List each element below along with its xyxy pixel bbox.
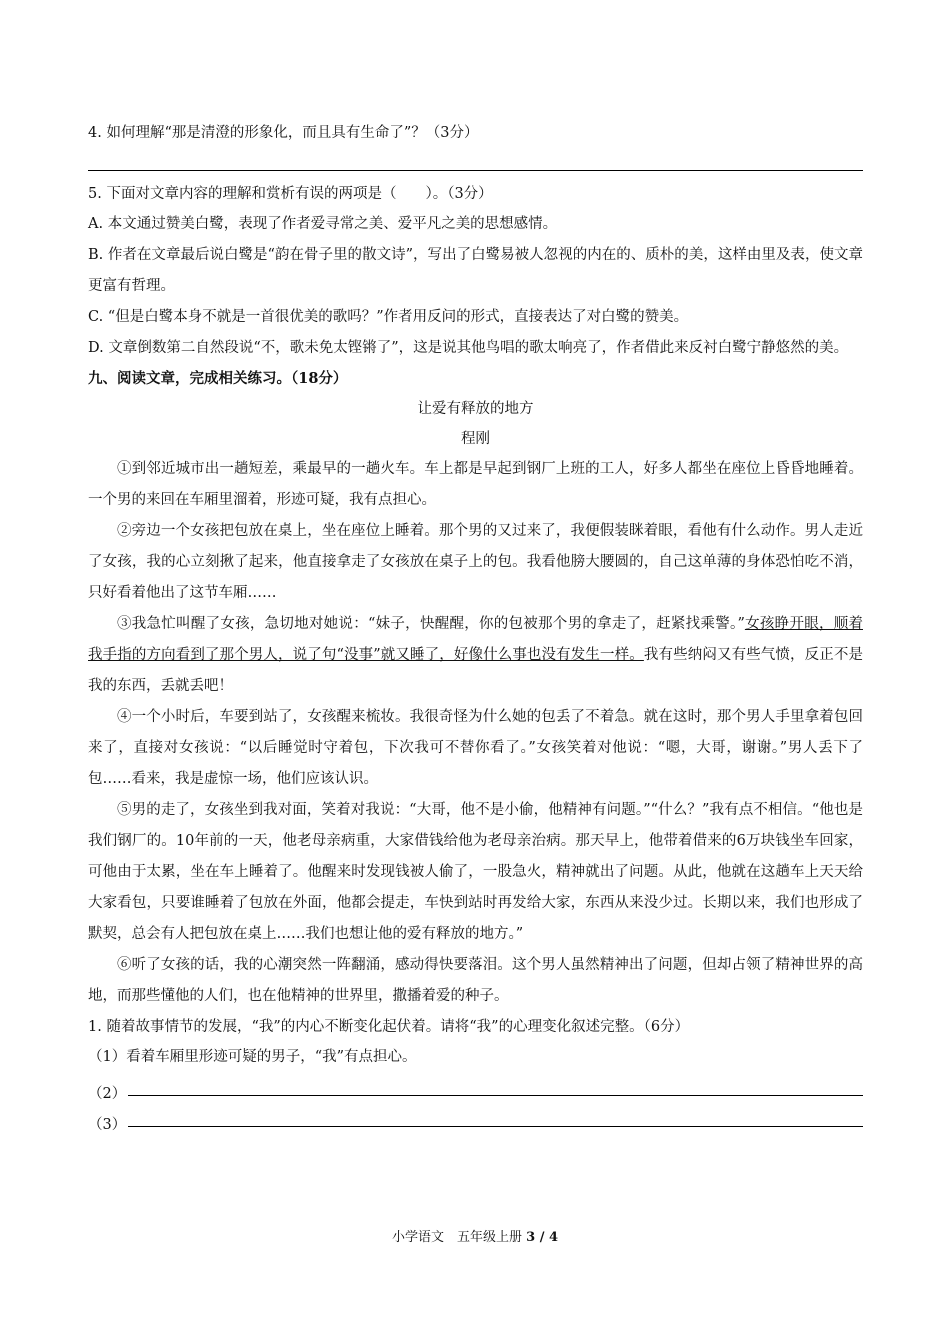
question-5-stem: 5. 下面对文章内容的理解和赏析有误的两项是（ ）。（3分） <box>88 186 493 202</box>
answer-line <box>128 1126 863 1127</box>
question-1: 1. 随着故事情节的发展，“我”的内心不断变化起伏着。请将“我”的心理变化叙述完整。（6分） <box>88 1019 690 1035</box>
paragraph-2: ②旁边一个女孩把包放在桌上，坐在座位上睡着。那个男的又过来了，我便假装眯着眼，看他有什么动作。男人走近了女孩，我的心立刻揪了起来，他直接拿走了女孩放在桌子上的包。我看他膀大腰圆的，自己这单薄的身体恐怕吃不消，只好看着他出了这节车厢…… <box>88 523 863 601</box>
q1-item-2-label: （2） <box>88 1086 127 1102</box>
paragraph-5: ⑤男的走了，女孩坐到我对面，笑着对我说：“大哥，他不是小偷，他精神有问题。”“什么？”我有点不相信。“他也是我们钢厂的。10年前的一天，他老母亲病重，大家借钱给他为老母亲治病。那天早上，他带着借来的6万块钱坐车回家，可他由于太累，坐在车上睡着了。他醒来时发现钱被人偷了，一股急火，精神就出了问题。从此，他就在这趟车上天天给大家看包，只要谁睡着了包放在外面，他都会提走，车快到站时再发给大家，东西从来没少过。长期以来，我们也形成了默契，总会有人把包放在桌上……我们也想让他的爱有释放的地方。” <box>88 802 863 942</box>
underlined-sentence: 女孩睁开眼，顺着我手指的方向看到了那个男人，说了句“没事”就又睡了，好像什么事也没有发生一样。 <box>88 616 863 663</box>
question-4: 4. 如何理解“那是清澄的形象化，而且具有生命了”？（3分） <box>88 125 479 141</box>
answer-line <box>128 1095 863 1096</box>
article-author: 程刚 <box>461 431 490 447</box>
paragraph-6: ⑥听了女孩的话，我的心潮突然一阵翻涌，感动得快要落泪。这个男人虽然精神出了问题，但却占领了精神世界的高地，而那些懂他的人们，也在他精神的世界里，撒播着爱的种子。 <box>88 957 863 1004</box>
paragraph-3-part-a: ③我急忙叫醒了女孩，急切地对她说：“妹子，快醒醒，你的包被那个男的拿走了，赶紧找乘警。” <box>117 616 745 632</box>
option-d: D. 文章倒数第二自然段说“不，歌未免太铿锵了”，这是说其他鸟唱的歌太响亮了，作者借此来反衬白鹭宁静悠然的美。 <box>88 340 849 356</box>
page-footer <box>0 1226 950 1245</box>
answer-line <box>88 148 863 171</box>
footer-subject: 小学语文 五年级上册 <box>391 1230 522 1245</box>
q1-item-3 <box>88 1103 863 1134</box>
section-9-heading: 九、阅读文章，完成相关练习。（18分） <box>88 370 348 387</box>
article-title: 让爱有释放的地方 <box>417 401 534 417</box>
q1-item-1: （1）看着车厢里形迹可疑的男子，“我”有点担心。 <box>88 1049 417 1065</box>
footer-page-number: 3 / 4 <box>526 1230 559 1245</box>
option-a: A. 本文通过赞美白鹭，表现了作者爱寻常之美、爱平凡之美的思想感情。 <box>88 216 558 232</box>
exam-page <box>88 118 863 1134</box>
q1-item-2 <box>88 1072 863 1103</box>
option-c: C. “但是白鹭本身不就是一首很优美的歌吗？”作者用反问的形式，直接表达了对白鹭的赞美。 <box>88 309 689 325</box>
option-b: B. 作者在文章最后说白鹭是“韵在骨子里的散文诗”，写出了白鹭易被人忽视的内在的、质朴的美，这样由里及表，使文章更富有哲理。 <box>88 247 863 294</box>
paragraph-1: ①到邻近城市出一趟短差，乘最早的一趟火车。车上都是早起到钢厂上班的工人，好多人都坐在座位上昏昏地睡着。一个男的来回在车厢里溜着，形迹可疑，我有点担心。 <box>88 461 863 508</box>
paragraph-3-part-b: 我有些纳闷又有些气愤，反正不是我的东西，丢就丢吧！ <box>88 647 864 694</box>
paragraph-3 <box>88 609 863 702</box>
q1-item-3-label: （3） <box>88 1117 127 1133</box>
paragraph-4: ④一个小时后，车要到站了，女孩醒来梳妆。我很奇怪为什么她的包丢了不着急。就在这时，那个男人手里拿着包回来了，直接对女孩说：“以后睡觉时守着包，下次我可不替你看了。”女孩笑着对他说：“嗯，大哥，谢谢。”男人丢下了包……看来，我是虚惊一场，他们应该认识。 <box>88 709 863 787</box>
